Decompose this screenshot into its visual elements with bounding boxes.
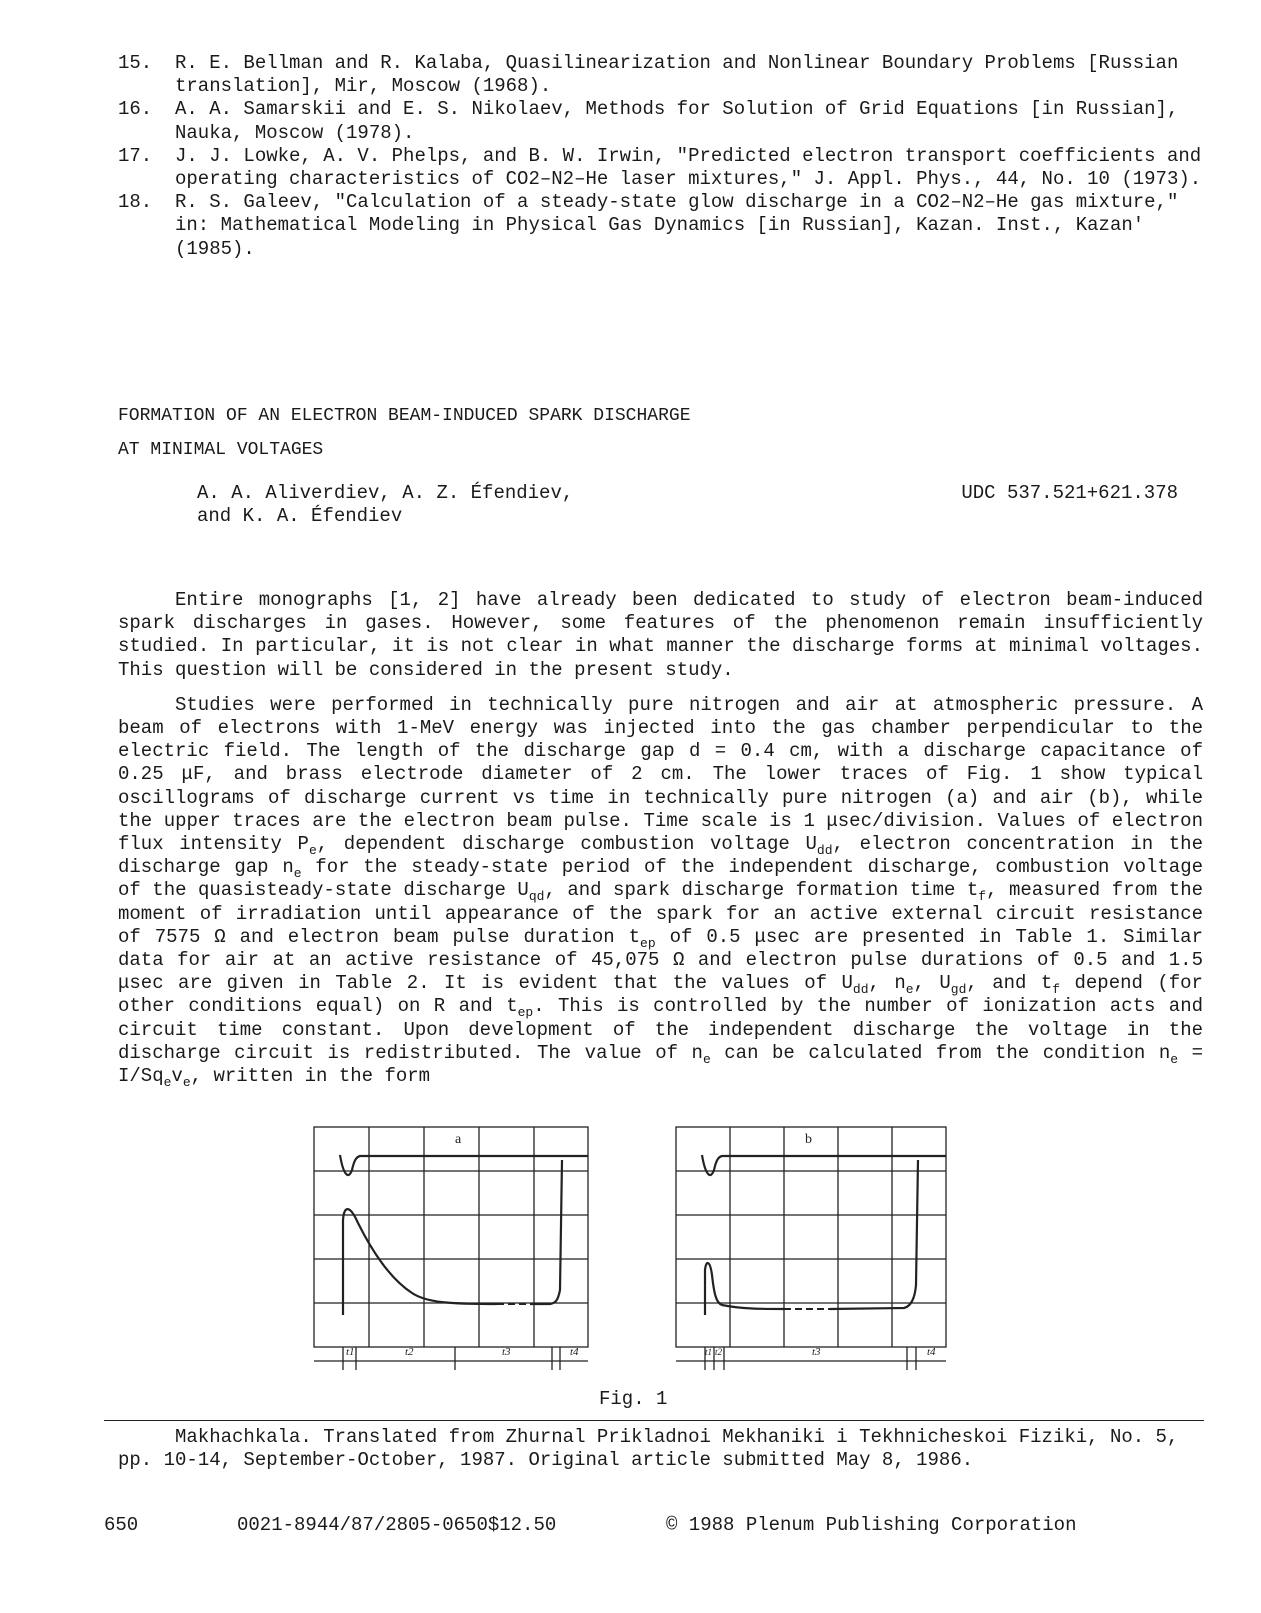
panel-a-t3: t3 xyxy=(502,1346,511,1358)
footnote-divider xyxy=(104,1420,1204,1421)
panel-a-t4: t4 xyxy=(570,1346,579,1358)
oscillogram-figure xyxy=(312,1125,952,1375)
article-body xyxy=(118,589,1203,1100)
panel-a-current-trace xyxy=(343,1209,497,1315)
title-line-1: FORMATION OF AN ELECTRON BEAM-INDUCED SPARK DISCHARGE xyxy=(118,406,691,426)
figure-caption: Fig. 1 xyxy=(599,1388,668,1410)
page-number: 650 xyxy=(104,1514,139,1536)
panel-a xyxy=(314,1127,588,1370)
paragraph-2: Studies were performed in technically pure nitrogen and air at atmospheric pressure. A beam of electrons with 1-MeV energy was injected into the gas chamber perpendicular to the electric field. The length of the discharge gap d = 0.4 cm, with a discharge capacitance of 0.25 μF, and brass electrode diameter of 2 cm. The lower traces of Fig. 1 show typical oscillograms of discharge current vs time in technically pure nitrogen (a) and air (b), while the upper traces are the electron beam pulse. Time scale is 1 μsec/division. Values of electron flux intensity $P_e$, dependent discharge combustion voltage $U_{dd}$, electron concentration in the discharge gap $n_e$ for the steady-state period of the independent discharge, combustion voltage of the quasisteady-state discharge $U_{qd}$, and spark discharge formation time $t_f$, measured from the moment of irradiation until appearance of the spark for an active external circuit resistance of 7575 Ω and electron beam pulse duration $t_{ep}$ of 0.5 μsec are presented in Table 1. Similar data for air at an active resistance of 45,075 Ω and electron pulse durations of 0.5 and 1.5 μsec are given in Table 2. It is evident that the values of $U_{dd}$, $n_e$, $U_{gd}$, and $t_f$ depend (for other conditions equal) on R and $t_{ep}$. This is controlled by the number of ionization acts and circuit time constant. Upon development of the independent discharge the voltage in the discharge circuit is redistributed. The value of $n_e$ can be calculated from the condition $n_e = I/Sq_ev_e$, written in the form xyxy=(118,693,1204,1090)
reference-item xyxy=(118,191,1203,261)
reference-text: R. S. Galeev, "Calculation of a steady-state glow discharge in a CO2–N2–He gas mixture," in: Mathematical Modeling in Physical Gas Dynamics [in Russian], Kazan. Inst., Kazan' (1985). xyxy=(175,191,1179,260)
footnote xyxy=(118,1426,1203,1472)
reference-text: A. A. Samarskii and E. S. Nikolaev, Methods for Solution of Grid Equations [in Russian], Nauka, Moscow (1978). xyxy=(175,98,1179,144)
authors-line-2: and K. A. Éfendiev xyxy=(197,505,403,528)
reference-number: 16. xyxy=(118,98,153,121)
journal-code: 0021-8944/87/2805-0650$12.50 xyxy=(237,1514,557,1536)
panel-b-current-rise xyxy=(830,1160,918,1309)
title-line-2: AT MINIMAL VOLTAGES xyxy=(118,440,324,460)
reference-number: 15. xyxy=(118,52,153,74)
reference-number: 17. xyxy=(118,144,153,167)
panel-b xyxy=(676,1127,946,1370)
panel-b-t2: t2 xyxy=(715,1347,723,1357)
panel-a-current-rise xyxy=(530,1160,562,1304)
panel-a-label: a xyxy=(455,1132,462,1147)
footnote-text: Makhachkala. Translated from Zhurnal Prikladnoi Mekhaniki i Tekhnicheskoi Fiziki, No. 5, pp. 10-14, September-October, 1987. Original article submitted May 8, 1986. xyxy=(118,1426,1179,1472)
panel-b-t3: t3 xyxy=(812,1346,821,1358)
panel-a-t2: t2 xyxy=(405,1346,414,1358)
panel-b-t1: t1 xyxy=(705,1347,713,1357)
reference-item xyxy=(118,98,1203,144)
panel-b-beam-trace xyxy=(702,1155,946,1175)
reference-text: J. J. Lowke, A. V. Phelps, and B. W. Irwin, "Predicted electron transport coefficients and operating characteristics of CO2–N2–He laser mixtures," J. Appl. Phys., 44, No. 10 (1973). xyxy=(175,144,1202,191)
panel-b-t4: t4 xyxy=(927,1346,936,1358)
reference-list xyxy=(118,52,1203,261)
panel-b-current-trace xyxy=(705,1263,784,1315)
udc-code: UDC 537.521+621.378 xyxy=(961,482,1178,504)
reference-item xyxy=(118,145,1203,191)
panel-a-t1: t1 xyxy=(346,1346,355,1358)
figure-1 xyxy=(312,1125,952,1382)
article-title xyxy=(118,399,691,467)
paragraph-1: Entire monographs [1, 2] have already been dedicated to study of electron beam-induced spark discharges in gases. However, some features of the phenomenon remain insufficiently studied. In particular, it is not clear in what manner the discharge forms at minimal voltages. This question will be considered in the present study. xyxy=(118,589,1203,681)
reference-item xyxy=(118,52,1203,98)
author-list xyxy=(197,482,573,528)
panel-a-beam-trace xyxy=(340,1155,588,1175)
panel-b-label: b xyxy=(805,1132,812,1147)
reference-text: R. E. Bellman and R. Kalaba, Quasilinearization and Nonlinear Boundary Problems [Russian translation], Mir, Moscow (1968). xyxy=(175,52,1179,98)
authors-line-1: A. A. Aliverdiev, A. Z. Éfendiev, xyxy=(197,482,574,504)
reference-number: 18. xyxy=(118,191,153,214)
copyright: © 1988 Plenum Publishing Corporation xyxy=(666,1514,1077,1536)
